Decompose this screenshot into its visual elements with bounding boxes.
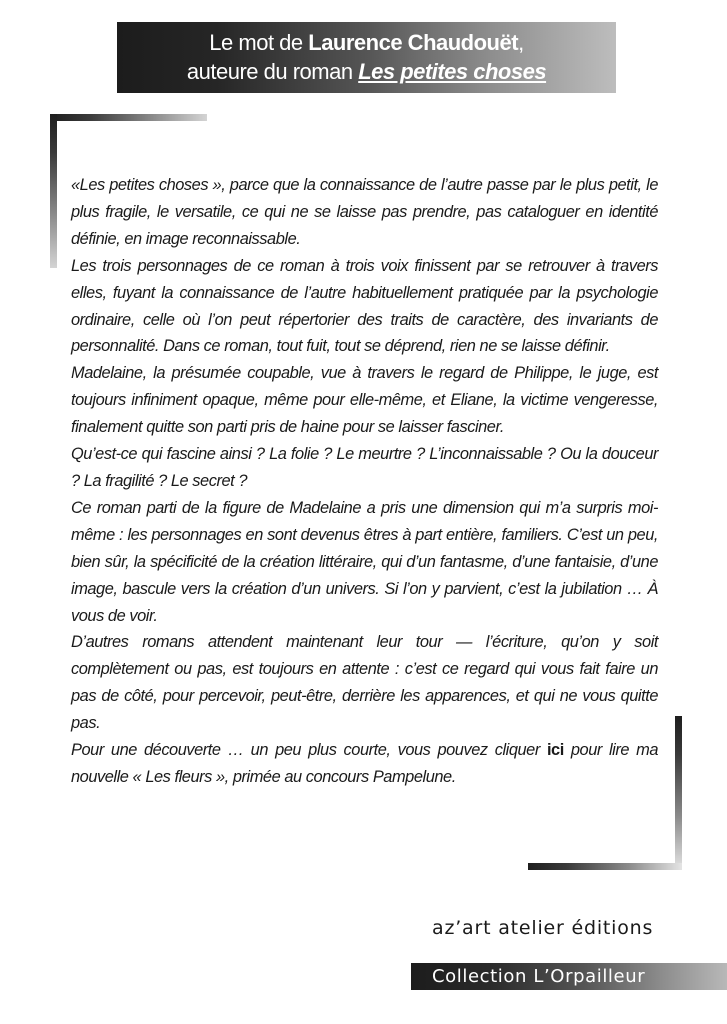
paragraph: Les trois personnages de ce roman à trois voix finissent par se retrouver à travers elles, fuyant la connaissance de l’autre habituellement pratiquée par la psychologie ordinaire, celle où l’on peut répertorier des traits de caractère, des invariants de personnalité. Dans ce roman, tout fuit, tout se déprend, rien ne se laisse définir. bbox=[71, 256, 658, 356]
title-line-2 bbox=[117, 57, 616, 86]
subtitle-prefix: auteure du roman bbox=[186, 59, 359, 84]
link-trail-text: pour lire ma nouvelle « Les fleurs », primée au concours Pampelune. bbox=[71, 741, 658, 786]
paragraph: «Les petites choses », parce que la connaissance de l’autre passe par le plus petit, le plus fragile, le versatile, ce qui ne se laisse pas prendre, pas cataloguer en identité définie, en image reconnaissable. bbox=[71, 176, 658, 248]
paragraph: Madelaine, la présumée coupable, vue à travers le regard de Philippe, le juge, est toujours infiniment opaque, même pour elle-même, et Eliane, la victime vengeresse, finalement quitte son parti pris de haine pour se laisser fasciner. bbox=[71, 364, 658, 437]
author-statement bbox=[71, 172, 658, 791]
author-name: Laurence Chaudouët bbox=[308, 30, 519, 55]
publisher-name: az’art atelier éditions bbox=[432, 917, 654, 939]
decorative-bracket-top-vertical bbox=[50, 114, 57, 268]
paragraph: Ce roman parti de la figure de Madelaine a pris une dimension qui m’a surpris moi-même : les personnages en sont devenus êtres à part entière, familiers. C’est un peu, bien sûr, la spécificité de la création littéraire, qui d’un fantasme, d’une fantaisie, d’une image, bascule vers la création d’un univers. Si l’on y parvient, c’est la jubilation … À vous de voir. bbox=[71, 498, 658, 625]
title-prefix: Le mot de bbox=[209, 30, 309, 55]
paragraph: D’autres romans attendent maintenant leur tour — l’écriture, qu’on y soit complètement ou pas, est toujours en attente : c’est ce regard qui vous fait faire un pas de côté, pour percevoir, peut-être, derrière les apparences, et qui ne vous quitte pas. bbox=[71, 633, 658, 733]
book-title: Les petites choses bbox=[358, 59, 547, 84]
decorative-bracket-top-horizontal bbox=[50, 114, 207, 121]
read-short-story-link[interactable]: ici bbox=[546, 741, 564, 760]
paragraph: Qu’est-ce qui fascine ainsi ? La folie ? Le meurtre ? L’inconnaissable ? Ou la douceur ? La fragilité ? Le secret ? bbox=[71, 445, 658, 490]
link-lead-text: Pour une découverte … un peu plus courte, vous pouvez cliquer bbox=[71, 741, 547, 760]
collection-name: Collection L’Orpailleur bbox=[432, 966, 646, 987]
collection-banner bbox=[411, 963, 727, 990]
decorative-bracket-bottom-vertical bbox=[675, 716, 682, 870]
title-banner bbox=[117, 22, 616, 93]
decorative-bracket-bottom-horizontal bbox=[528, 863, 682, 870]
paragraph-with-link bbox=[71, 737, 658, 791]
title-comma: , bbox=[518, 30, 524, 55]
title-line-1 bbox=[117, 28, 616, 57]
